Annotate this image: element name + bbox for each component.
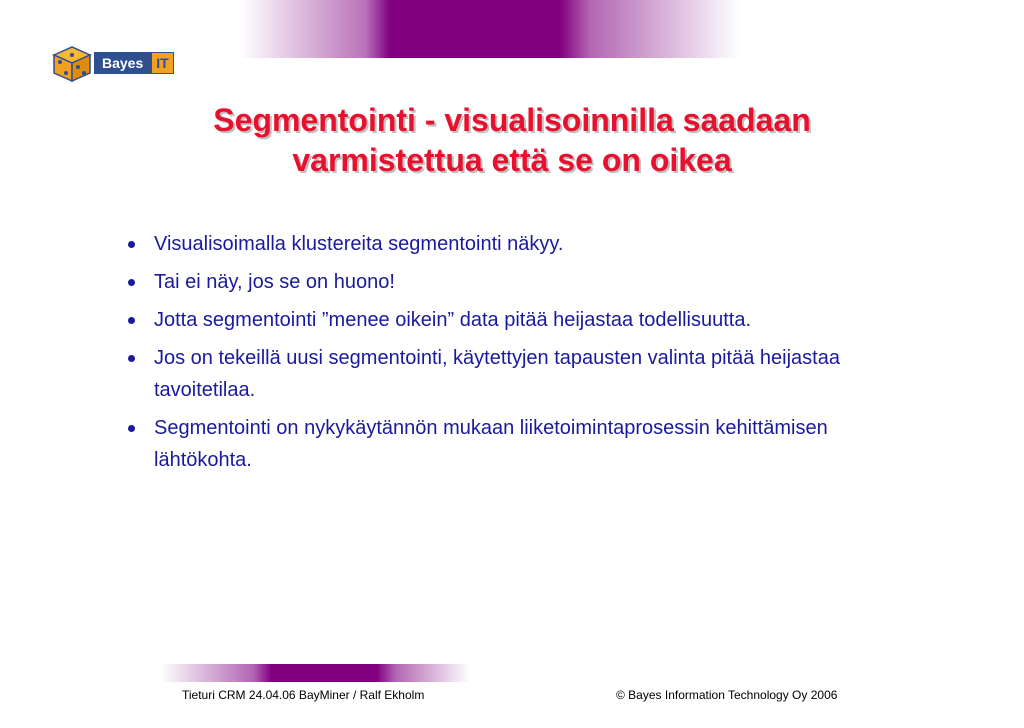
footer-copyright: © Bayes Information Technology Oy 2006 (616, 688, 838, 702)
logo-name: Bayes (94, 52, 151, 74)
bottom-decorative-band (160, 664, 470, 682)
top-decorative-band (240, 0, 740, 58)
bullet-dot-icon (128, 355, 135, 362)
slide-title-line-2: varmistettua että se on oikea (292, 142, 732, 178)
bullet-dot-icon (128, 279, 135, 286)
bullet-item (126, 266, 886, 298)
dice-icon (52, 43, 96, 83)
bullet-text: Segmentointi on nykykäytännön mukaan liiketoimintaprosessin kehittämisen lähtökohta. (154, 417, 828, 471)
footer-left-text: Tieturi CRM 24.04.06 BayMiner / Ralf Ekholm (182, 688, 425, 702)
slide-title-line-1: Segmentointi - visualisoinnilla saadaan (213, 102, 811, 138)
bullet-dot-icon (128, 241, 135, 248)
bullet-item (126, 412, 886, 476)
bullet-item (126, 304, 886, 336)
logo-suffix: IT (151, 52, 173, 74)
bullet-dot-icon (128, 425, 135, 432)
bayes-it-logo (52, 43, 178, 83)
bullet-dot-icon (128, 317, 135, 324)
bullet-text: Jos on tekeillä uusi segmentointi, käytettyjen tapausten valinta pitää heijastaa tavoitetilaa. (154, 347, 840, 401)
bullet-text: Visualisoimalla klustereita segmentointi näkyy. (154, 233, 564, 255)
bullet-item (126, 342, 886, 406)
bullet-text: Jotta segmentointi ”menee oikein” data pitää heijastaa todellisuutta. (154, 309, 752, 331)
bullet-text: Tai ei näy, jos se on huono! (154, 271, 395, 293)
slide-title (100, 100, 924, 180)
bullet-list (126, 228, 886, 482)
bullet-item (126, 228, 886, 260)
